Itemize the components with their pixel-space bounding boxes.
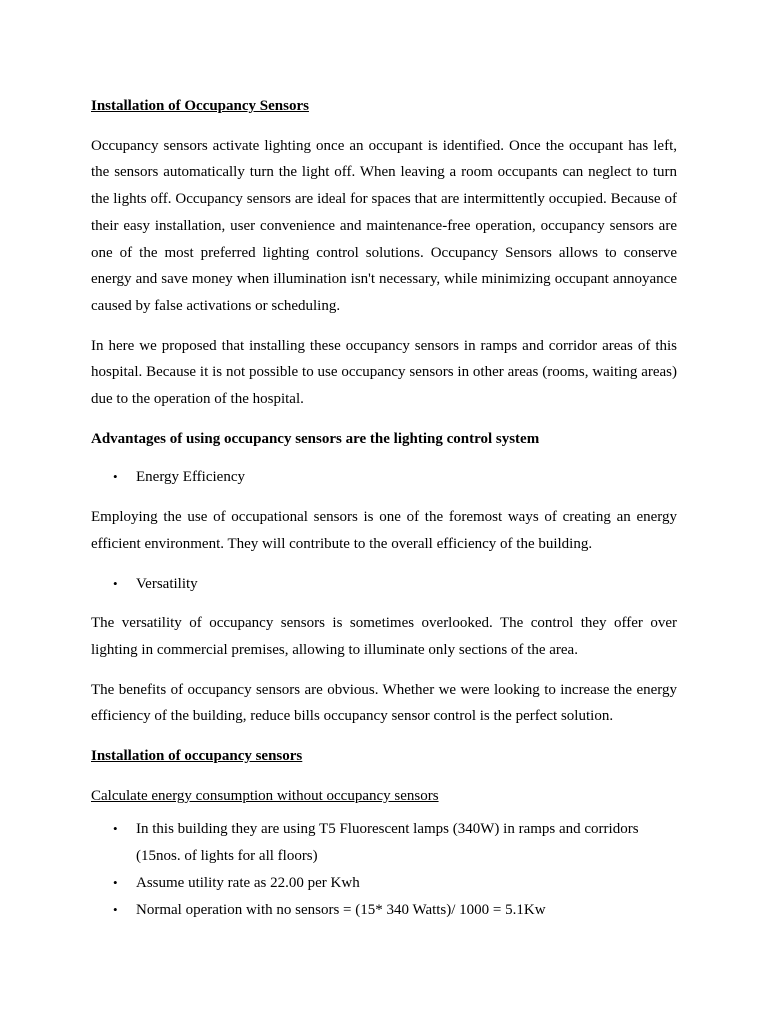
list-item-label: Energy Efficiency (136, 469, 245, 486)
bullet-icon: • (113, 821, 118, 837)
document-page (91, 93, 677, 923)
bullet-list-versatility (91, 571, 677, 598)
paragraph-intro: Occupancy sensors activate lighting once an occupant is identified. Once the occupant has left, the sensors automatically turn the light off. When leaving a room occupants can neglect to turn the lights off. Occupancy sensors are ideal for spaces that are intermittently occupied. Because of their easy installation, user convenience and maintenance-free operation, occupancy sensors are one of the most preferred lighting control solutions. Occupancy Sensors allows to conserve energy and save money when illumination isn't necessary, while minimizing occupant annoyance caused by false activations or scheduling. (91, 137, 677, 314)
list-item-label: Normal operation with no sensors = (15* 340 Watts)/ 1000 = 5.1Kw (136, 901, 546, 918)
section-heading-advantages: Advantages of using occupancy sensors are the lighting control system (91, 430, 540, 447)
list-item (91, 897, 677, 924)
subheading-calculation: Calculate energy consumption without occupancy sensors (91, 787, 439, 804)
list-item-label: Assume utility rate as 22.00 per Kwh (136, 874, 360, 891)
bullet-list-energy (91, 464, 677, 491)
list-item (91, 464, 677, 491)
list-item (91, 816, 677, 869)
paragraph-energy-efficiency: Employing the use of occupational sensors is one of the foremost ways of creating an energy efficient environment. They will contribute to the overall efficiency of the building. (91, 509, 677, 552)
paragraph-versatility: The versatility of occupancy sensors is sometimes overlooked. The control they offer over lighting in commercial premises, allowing to illuminate only sections of the area. (91, 615, 677, 658)
list-item-label: Versatility (136, 575, 198, 592)
list-item (91, 571, 677, 598)
bullet-icon: • (113, 901, 118, 917)
section-heading-installation: Installation of Occupancy Sensors (91, 98, 309, 114)
list-item-label: In this building they are using T5 Fluorescent lamps (340W) in ramps and corridors (15nos. of lights for all floors) (136, 821, 639, 865)
bullet-icon: • (113, 874, 118, 890)
section-heading-installation-sensors: Installation of occupancy sensors (91, 748, 303, 765)
paragraph-proposal: In here we proposed that installing these occupancy sensors in ramps and corridor areas of this hospital. Because it is not possible to use occupancy sensors in other areas (rooms, waiting areas) due to the operation of the hospital. (91, 337, 677, 408)
bullet-icon: • (113, 575, 118, 591)
bullet-icon: • (113, 469, 118, 485)
list-item (91, 870, 677, 897)
paragraph-benefits: The benefits of occupancy sensors are obvious. Whether we were looking to increase the energy efficiency of the building, reduce bills occupancy sensor control is the perfect solution. (91, 681, 677, 725)
bullet-list-calculation (91, 816, 677, 923)
